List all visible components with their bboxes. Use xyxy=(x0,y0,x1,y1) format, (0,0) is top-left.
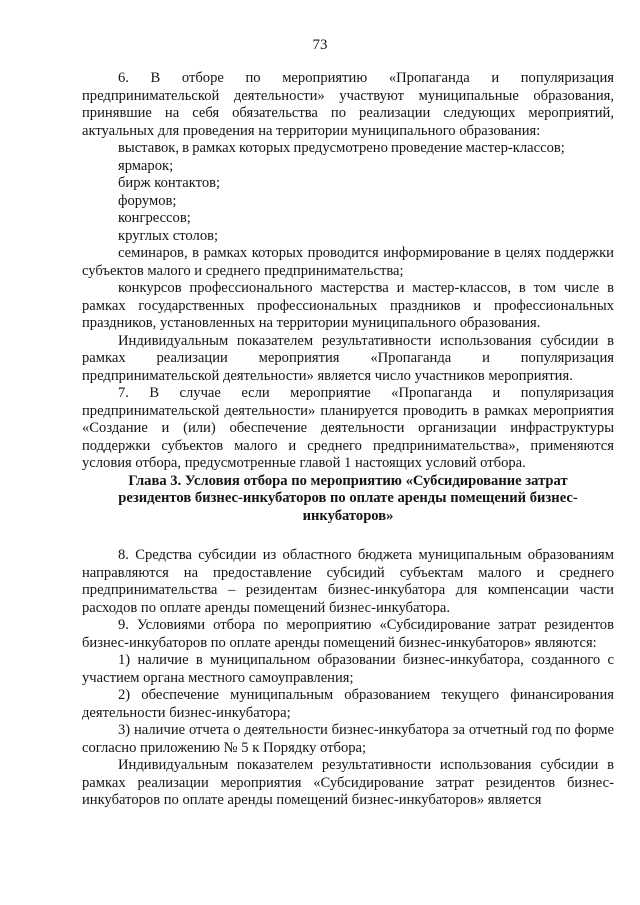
list-item: круглых столов; xyxy=(118,227,219,244)
condition-item: 1) наличие в муниципальном образовании бизнес-инкубатора, созданного с участием органа местного самоуправления; xyxy=(82,652,614,686)
paragraph-8: 8. Средства субсидии из областного бюджета муниципальным образованиям направляются на предоставление субсидий субъектам малого и среднего предпринимательства – резидентам бизнес-инкубатора для компенсации части расходов по оплате аренды помещений бизнес-инкубатора. xyxy=(82,547,614,616)
indicator-paragraph-1: Индивидуальным показателем результативности использования субсидии в рамках реализации мероприятия «Пропаганда и популяризация предпринимательской деятельности» является число участников мероприятия. xyxy=(82,332,614,384)
list-item: семинаров, в рамках которых проводится информирование в целях поддержки субъектов малого и среднего предпринимательства; xyxy=(82,245,614,279)
conditions-list xyxy=(82,652,614,757)
list-item: форумов; xyxy=(118,192,177,209)
list-item: выставок, в рамках которых предусмотрено проведение мастер-классов; xyxy=(118,140,565,156)
indicator-paragraph-2: Индивидуальным показателем результативности использования субсидии в рамках реализации мероприятия «Субсидирование затрат резидентов бизнес-инкубаторов по оплате аренды помещений бизнес-инкубаторов» является xyxy=(82,757,614,808)
paragraph-9: 9. Условиями отбора по мероприятию «Субсидирование затрат резидентов бизнес-инкубаторов по оплате аренды помещений бизнес-инкубаторов» являются: xyxy=(82,617,614,651)
paragraph-6: 6. В отборе по мероприятию «Пропаганда и популяризация предпринимательской деятельности» участвуют муниципальные образования, принявшие на себя обязательства по реализации следующих мероприятий, актуальных для проведения на территории муниципального образования: xyxy=(82,70,614,139)
document-body xyxy=(82,70,614,810)
list-item: бирж контактов; xyxy=(118,175,221,191)
chapter-3-heading: Глава 3. Условия отбора по мероприятию «Субсидирование затрат резидентов бизнес-инкубаторов по оплате аренды помещений бизнес-инкубаторов» xyxy=(118,472,578,524)
list-item: ярмарок; xyxy=(118,157,174,174)
events-list xyxy=(82,140,614,333)
page-number: 73 xyxy=(312,37,328,53)
condition-item: 3) наличие отчета о деятельности бизнес-инкубатора за отчетный год по форме согласно приложению № 5 к Порядку отбора; xyxy=(82,722,614,756)
list-item: конгрессов; xyxy=(118,210,191,226)
condition-item: 2) обеспечение муниципальным образованием текущего финансирования деятельности бизнес-инкубатора; xyxy=(82,687,614,721)
paragraph-7: 7. В случае если мероприятие «Пропаганда и популяризация предпринимательской деятельности» планируется проводить в рамках мероприятия «Создание и (или) обеспечение деятельности организации инфраструктуры поддержки субъектов малого и среднего предпринимательства», применяются условия отбора, предусмотренные главой 1 настоящих условий отбора. xyxy=(82,385,614,471)
list-item: конкурсов профессионального мастерства и мастер-классов, в том числе в рамках государственных профессиональных праздников и профессиональных праздников, установленных на территории муниципального образования. xyxy=(82,280,614,331)
